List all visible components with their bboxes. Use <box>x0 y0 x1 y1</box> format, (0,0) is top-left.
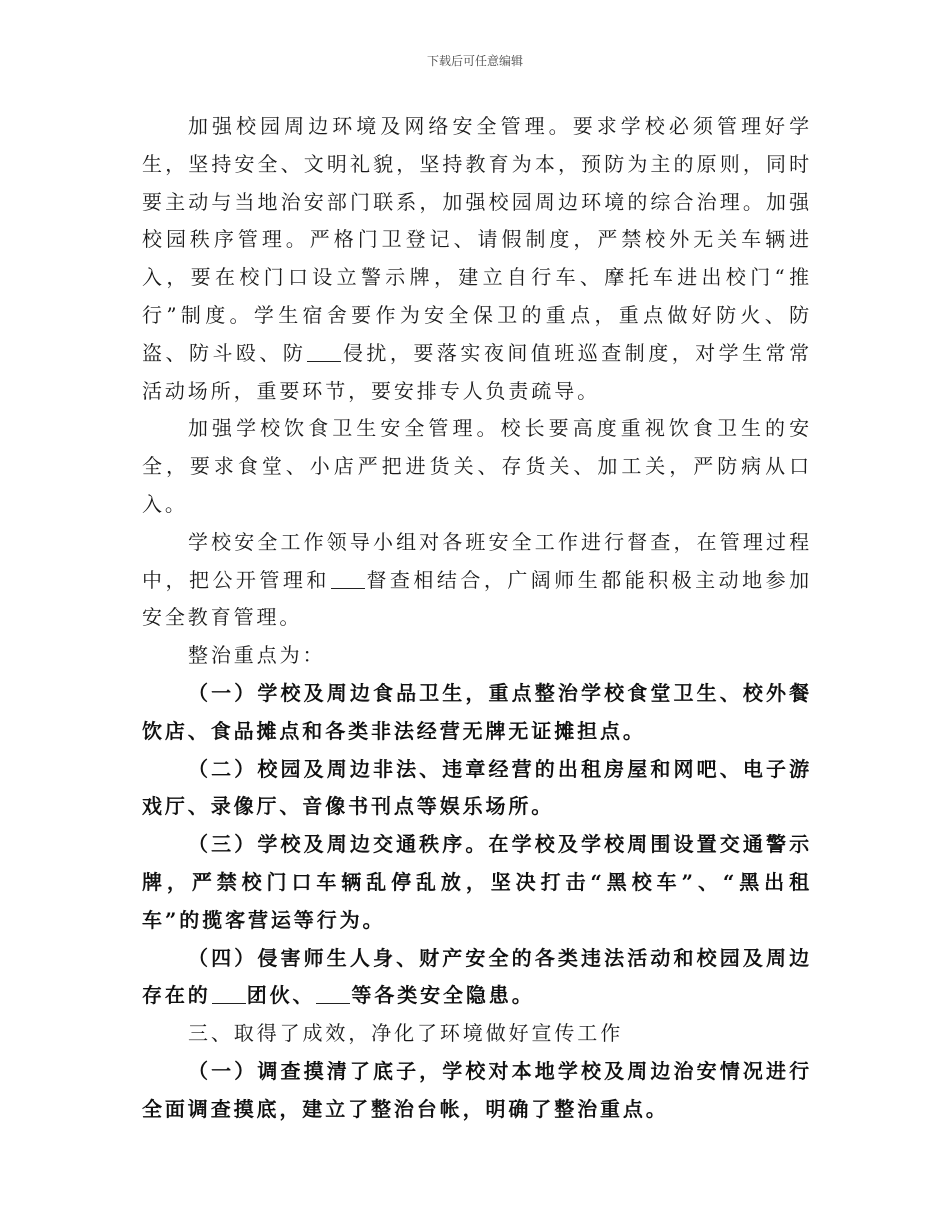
paragraph-focus-4 <box>142 940 812 1016</box>
paragraph-text: 团伙、 <box>246 983 316 1008</box>
paragraph-text: 侵扰，要落实夜间值班巡查制度，对学生常常活动场所，重要环节，要安排专人负责疏导。 <box>142 340 812 403</box>
paragraph-focus-1: （一）学校及周边食品卫生，重点整治学校食堂卫生、校外餐饮店、食品摊点和各类非法经营无牌无证摊担点。 <box>142 680 812 743</box>
section-heading-results: 三、取得了成效，净化了环境做好宣传工作 <box>188 1021 624 1046</box>
paragraph-result-1: （一）调查摸清了底子，学校对本地学校及周边治安情况进行全面调查摸底，建立了整治台帐，明确了整治重点。 <box>142 1058 812 1121</box>
paragraph-text: 等各类安全隐患。 <box>351 983 535 1008</box>
paragraph-text: （四）侵害师生人身、财产安全的各类违法活动和校园及周边存在的 <box>142 945 812 1008</box>
paragraph-food-safety: 加强学校饮食卫生安全管理。校长要高度重视饮食卫生的安全，要求食堂、小店严把进货关、存货关、加工关，严防病从口入。 <box>142 416 812 516</box>
paragraph-text: 学校安全工作领导小组对各班安全工作进行督查，在管理过程中，把公开管理和 <box>142 529 812 592</box>
paragraph-campus-environment <box>142 108 812 410</box>
blank-underline <box>307 343 341 362</box>
paragraph-supervision <box>142 524 812 637</box>
paragraph-focus-2: （二）校园及周边非法、违章经营的出租房屋和网吧、电子游戏厅、录像厅、音像书刊点等娱乐场所。 <box>142 756 812 819</box>
blank-underline <box>212 985 246 1004</box>
document-body <box>142 108 812 1129</box>
paragraph-text: 督查相结合，广阔师生都能积极主动地参加安全教育管理。 <box>142 567 812 630</box>
paragraph-focus-3: （三）学校及周边交通秩序。在学校及学校周围设置交通警示牌，严禁校门口车辆乱停乱放，坚决打击“黑校车”、“黑出租车”的揽客营运等行为。 <box>142 832 812 932</box>
blank-underline <box>331 570 365 589</box>
paragraph-text: 加强校园周边环境及网络安全管理。要求学校必须管理好学生，坚持安全、文明礼貌，坚持教育为本，预防为主的原则，同时要主动与当地治安部门联系，加强校园周边环境的综合治理。加强校园秩序管理。严格门卫登记、请假制度，严禁校外无关车辆进入，要在校门口设立警示牌，建立自行车、摩托车进出校门“推行”制度。学生宿舍要作为安全保卫的重点，重点做好防火、防盗、防斗殴、防 <box>142 114 812 365</box>
blank-underline <box>316 985 350 1004</box>
paragraph-focus-intro: 整治重点为： <box>188 643 326 668</box>
page-header-note: 下载后可任意编辑 <box>426 54 523 68</box>
